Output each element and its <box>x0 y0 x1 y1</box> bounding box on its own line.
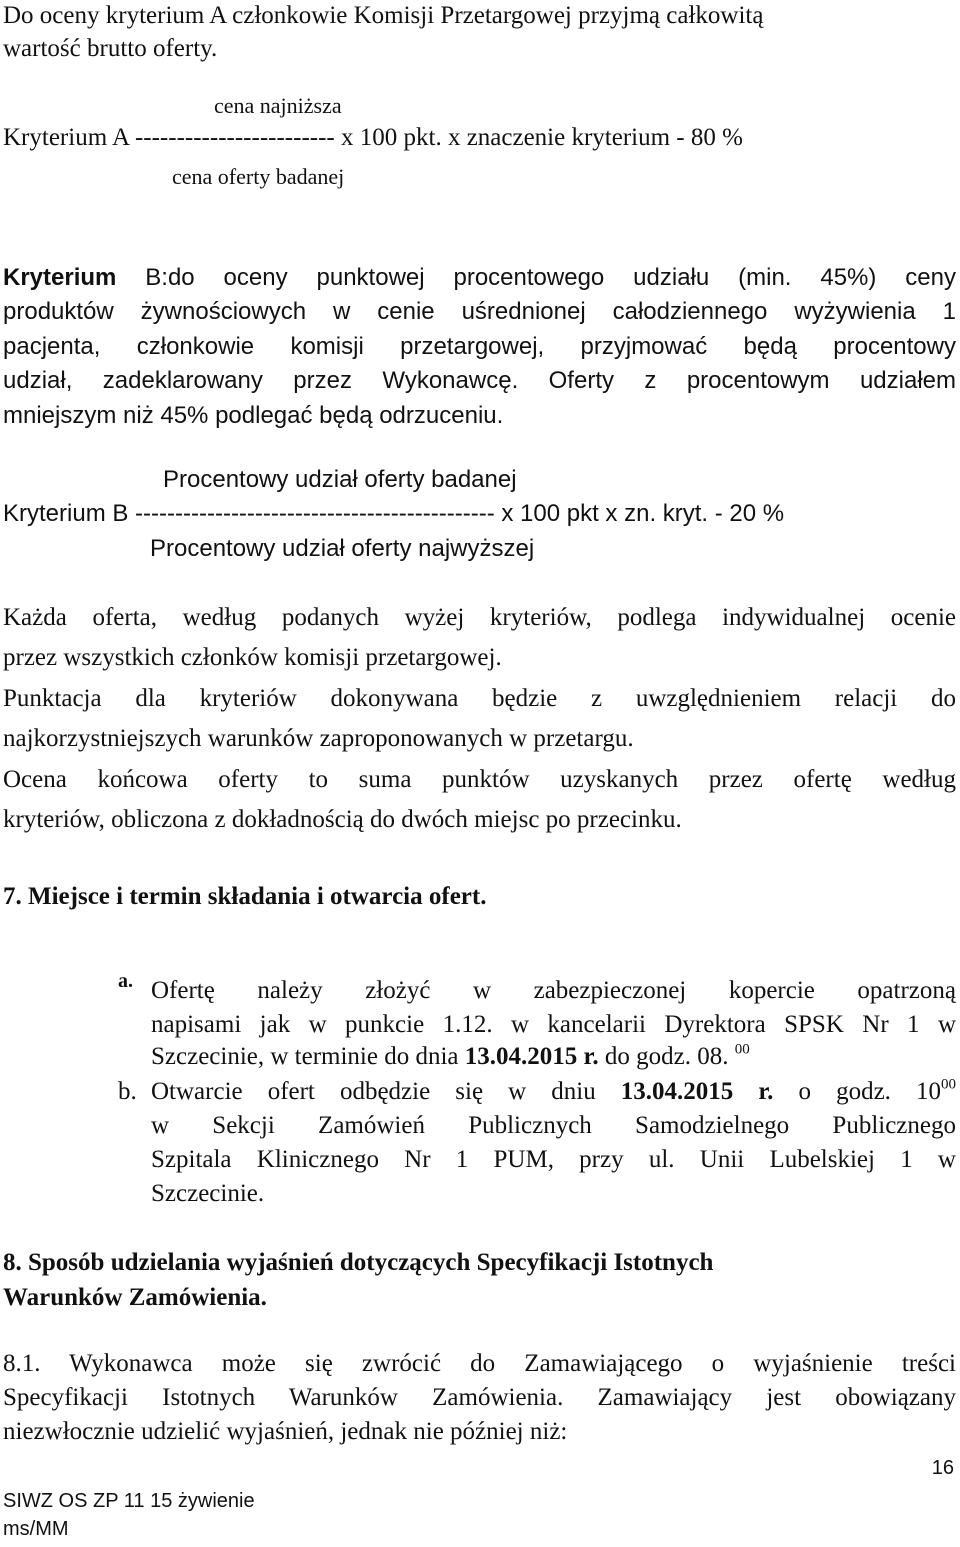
criterion-b-line-5: mniejszym niż 45% podlegać będą odrzuceniu. <box>3 402 504 429</box>
formula-a-lhs: Kryterium A <box>3 124 129 151</box>
submission-time-minutes: 00 <box>734 1041 750 1058</box>
opening-time-text: o godz. 10 <box>773 1078 941 1105</box>
opening-time-minutes: 00 <box>941 1076 956 1093</box>
formula-a-main-line <box>3 124 743 152</box>
criterion-b-line-4a: udział, zadeklarowany przez Wykonawcę <box>3 367 512 394</box>
section-8-paragraph-line-3: niezwłocznie udzielić wyjaśnień, jednak nie później niż: <box>3 1418 568 1445</box>
list-item-b-line-2: w Sekcji Zamówień Publicznych Samodzielnego Publicznego <box>151 1112 956 1139</box>
formula-a-fraction-bar: ------------------------ <box>134 124 335 151</box>
formula-b-main-line <box>3 500 784 528</box>
list-item-a-line-3-text: Szczecinie, w terminie do dnia <box>151 1043 465 1070</box>
section-8-paragraph-line-2: Specyfikacji Istotnych Warunków Zamówienia. Zamawiający jest obowiązany <box>3 1384 956 1411</box>
criterion-b-line-4 <box>3 367 956 395</box>
paragraph-3-line-1: Ocena końcowa oferty to suma punktów uzyskanych przez ofertę według <box>3 766 956 793</box>
paragraph-1-line-2: przez wszystkich członków komisji przetargowej. <box>3 644 502 671</box>
section-8-paragraph-line-1: 8.1. Wykonawca może się zwrócić do Zamawiającego o wyjaśnienie treści <box>3 1350 956 1377</box>
formula-a-rhs: x 100 pkt. x znaczenie kryterium - 80 % <box>341 124 743 151</box>
footer-doc-id-line-2: ms/MM <box>3 1518 69 1540</box>
formula-b-numerator: Procentowy udział oferty badanej <box>163 466 517 493</box>
paragraph-2-line-2: najkorzystniejszych warunków zaproponowanych w przetargu. <box>3 725 634 752</box>
section-8-heading-line-2: Warunków Zamówienia. <box>3 1284 267 1311</box>
criterion-b-line-4b: . Oferty z procentowym udziałem <box>511 367 956 394</box>
paragraph-3-line-2: kryteriów, obliczona z dokładnością do dwóch miejsc po przecinku. <box>3 806 682 833</box>
intro-line-2: wartość brutto oferty. <box>3 35 218 62</box>
list-item-b-line-1 <box>151 1078 956 1106</box>
criterion-b-heading: Kryterium <box>3 264 117 291</box>
submission-date: 13.04.2015 r. <box>464 1043 599 1070</box>
criterion-b-line-1 <box>3 264 956 292</box>
intro-line-1: Do oceny kryterium A członkowie Komisji Przetargowej przyjmą całkowitą <box>3 2 764 29</box>
list-marker-a: a. <box>118 970 133 992</box>
list-item-a-line-1: Ofertę należy złożyć w zabezpieczonej kopercie opatrzoną <box>151 977 956 1004</box>
list-item-b-line-3: Szpitala Klinicznego Nr 1 PUM, przy ul. Unii Lubelskiej 1 w <box>151 1146 956 1173</box>
footer-doc-id-line-1: SIWZ OS ZP 11 15 żywienie <box>3 1490 255 1512</box>
opening-date: 13.04.2015 r. <box>620 1078 774 1105</box>
criterion-b-line-3: pacjenta, członkowie komisji przetargowej, przyjmować będą procentowy <box>3 333 956 360</box>
list-item-a-line-2: napisami jak w punkcie 1.12. w kancelarii Dyrektora SPSK Nr 1 w <box>151 1011 956 1038</box>
formula-b-fraction-bar: --------------------------------------------- <box>135 500 495 527</box>
paragraph-1-line-1: Każda oferta, według podanych wyżej kryteriów, podlega indywidualnej ocenie <box>3 604 956 631</box>
submission-time-text: do godz. 08. <box>598 1043 735 1070</box>
list-item-b-line-1-text: Otwarcie ofert odbędzie się w dniu <box>151 1078 621 1105</box>
page-number: 16 <box>931 1457 954 1479</box>
list-item-a-line-3 <box>151 1043 750 1071</box>
section-7-heading: 7. Miejsce i termin składania i otwarcia ofert. <box>3 883 487 910</box>
list-marker-b: b. <box>118 1078 137 1105</box>
formula-a-denominator: cena oferty badanej <box>172 164 345 189</box>
list-item-b-line-4: Szczecinie. <box>151 1180 265 1207</box>
formula-b-rhs: x 100 pkt x zn. kryt. - 20 % <box>501 500 785 527</box>
formula-b-lhs: Kryterium B <box>3 500 129 527</box>
section-8-heading-line-1: 8. Sposób udzielania wyjaśnień dotyczących Specyfikacji Istotnych <box>3 1249 714 1276</box>
paragraph-2-line-1: Punktacja dla kryteriów dokonywana będzie z uwzględnieniem relacji do <box>3 685 956 712</box>
formula-a-numerator: cena najniższa <box>214 93 342 118</box>
criterion-b-line-1-rest: B:do oceny punktowej procentowego udziału (min. 45%) ceny <box>145 264 956 291</box>
criterion-b-line-2: produktów żywnościowych w cenie uśrednionej całodziennego wyżywienia 1 <box>3 298 956 325</box>
formula-b-denominator: Procentowy udział oferty najwyższej <box>150 535 535 562</box>
